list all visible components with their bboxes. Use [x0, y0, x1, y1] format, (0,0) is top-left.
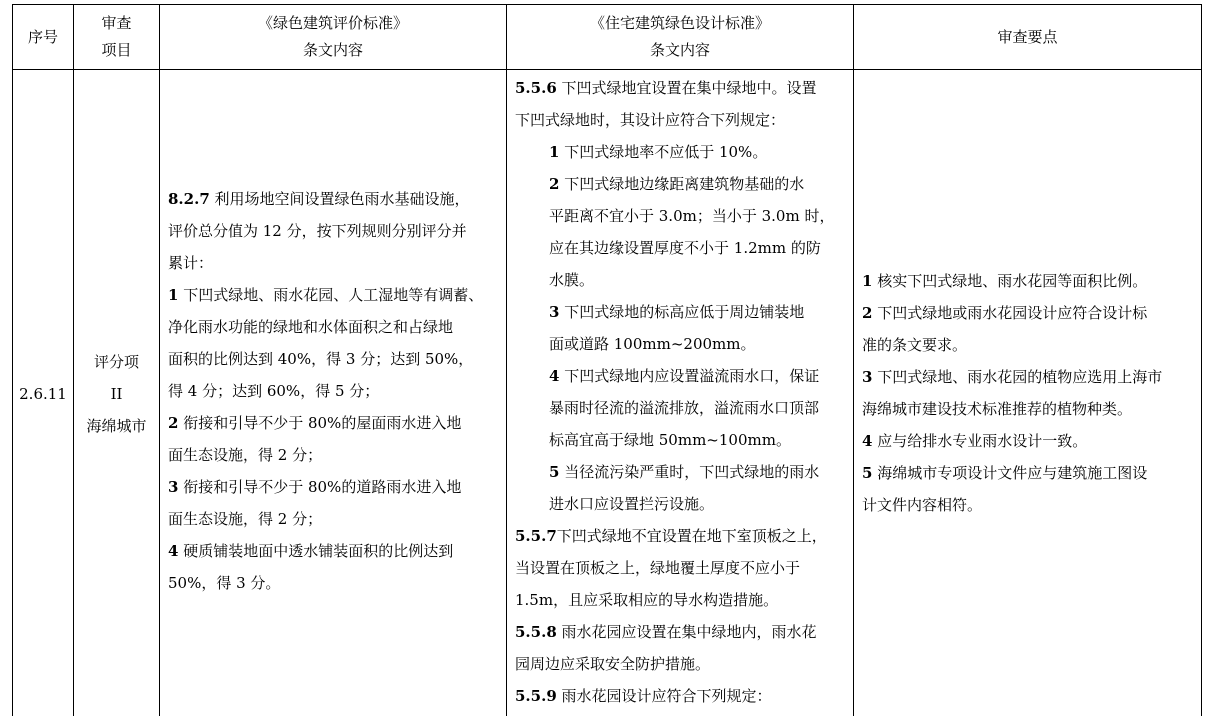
row-review-item: 评分项 II 海绵城市 [86, 353, 147, 435]
green-eval-clause: 8.2.7 利用场地空间设置绿色雨水基础设施， 评价总分值为 12 分，按下列规则分别评分并 累计： 1 下凹式绿地、雨水花园、人工湿地等有调蓄、 净化雨水功能的绿地和水体面积之和占绿地 面积的比例达到 40%，得 3 分；达到 50%， 得 4 分；达到 60%，得 5 分； 2 衔接和引导不少于 80%的屋面雨水进入地 面生态设施，得 2 分； 3 衔接和引导不少于 80%的道路雨水进入地 面生态设施，得 2 分； 4 硬质铺装地面中透水铺装面积的比例达到 50%，得 3 分。 [168, 183, 504, 599]
sub-item-3: 3 下凹式绿地的标高应低于周边铺装地 [549, 303, 805, 321]
clause-5-5-7: 5.5.7下凹式绿地不宜设置在地下室顶板之上， [515, 527, 827, 545]
clause-5-5-8: 5.5.8 雨水花园应设置在集中绿地内，雨水花 [515, 623, 817, 641]
score-item-2: 2 衔接和引导不少于 80%的屋面雨水进入地 [168, 414, 462, 432]
sub-item-1: 1 下凹式绿地率不应低于 10%。 [549, 143, 768, 161]
score-item-4: 4 硬质铺装地面中透水铺装面积的比例达到 [168, 542, 454, 560]
review-table [12, 4, 1202, 716]
header-review-item: 审查 项目 [101, 14, 132, 59]
header-divider [12, 69, 1202, 70]
sub-item-5: 5 当径流污染严重时，下凹式绿地的雨水 [549, 463, 820, 481]
sub-item-2: 2 下凹式绿地边缘距离建筑物基础的水 [549, 175, 805, 193]
review-point-4: 4 应与给排水专业雨水设计一致。 [862, 432, 1088, 450]
header-residential-design-standard: 《住宅建筑绿色设计标准》 条文内容 [589, 14, 770, 59]
border-right [1201, 4, 1202, 716]
col-divider-4 [853, 4, 854, 716]
row-seq: 2.6.11 [19, 385, 67, 403]
review-point-5: 5 海绵城市专项设计文件应与建筑施工图设 [862, 464, 1148, 482]
clause-8-2-7: 8.2.7 利用场地空间设置绿色雨水基础设施， [168, 190, 470, 208]
clause-5-5-9: 5.5.9 雨水花园设计应符合下列规定： [515, 687, 772, 705]
score-item-3: 3 衔接和引导不少于 80%的道路雨水进入地 [168, 478, 462, 496]
residential-design-clauses: 5.5.6 下凹式绿地宜设置在集中绿地中。设置 下凹式绿地时，其设计应符合下列规定： 1 下凹式绿地率不应低于 10%。 2 下凹式绿地边缘距离建筑物基础的水 平距离不宜小于 3.0m；当小于 3.0m 时， 应在其边缘设置厚度不小于 1.2mm 的防 水膜。 3 下凹式绿地的标高应低于周边铺装地 面或道路 100mm~200mm。 4 下凹式绿地内应设置溢流雨水口，保证 暴雨时径流的溢流排放，溢流雨水口顶部 标高宜高于绿地 50mm~100mm。 5 当径流污染严重时，下凹式绿地的雨水 进水口应设置拦污设施。 5.5.7下凹式绿地不宜设置在地下室顶板之上， 当设置在顶板之上，绿地覆土厚度不应小于 1.5m，且应采取相应的导水构造措施。 5.5.8 雨水花园应设置在集中绿地内，雨水花 园周边应采取安全防护措施。 5.5.9 雨水花园设计应符合下列规定： [515, 72, 851, 712]
header-review-points: 审查要点 [997, 27, 1058, 46]
clause-5-5-6: 5.5.6 下凹式绿地宜设置在集中绿地中。设置 [515, 79, 817, 97]
review-point-1: 1 核实下凹式绿地、雨水花园等面积比例。 [862, 272, 1148, 290]
review-points-list: 1 核实下凹式绿地、雨水花园等面积比例。 2 下凹式绿地或雨水花园设计应符合设计标 准的条文要求。 3 下凹式绿地、雨水花园的植物应选用上海市 海绵城市建设技术标准推荐的植物种类。 4 应与给排水专业雨水设计一致。 5 海绵城市专项设计文件应与建筑施工图设 计文件内容相符。 [862, 265, 1200, 521]
review-point-3: 3 下凹式绿地、雨水花园的植物应选用上海市 [862, 368, 1163, 386]
header-green-eval-standard: 《绿色建筑评价标准》 条文内容 [257, 14, 408, 59]
col-divider-3 [506, 4, 507, 716]
header-seq: 序号 [27, 27, 58, 46]
score-item-1: 1 下凹式绿地、雨水花园、人工湿地等有调蓄、 [168, 286, 484, 304]
sub-item-4: 4 下凹式绿地内应设置溢流雨水口，保证 [549, 367, 820, 385]
review-point-2: 2 下凹式绿地或雨水花园设计应符合设计标 [862, 304, 1148, 322]
col-divider-2 [159, 4, 160, 716]
